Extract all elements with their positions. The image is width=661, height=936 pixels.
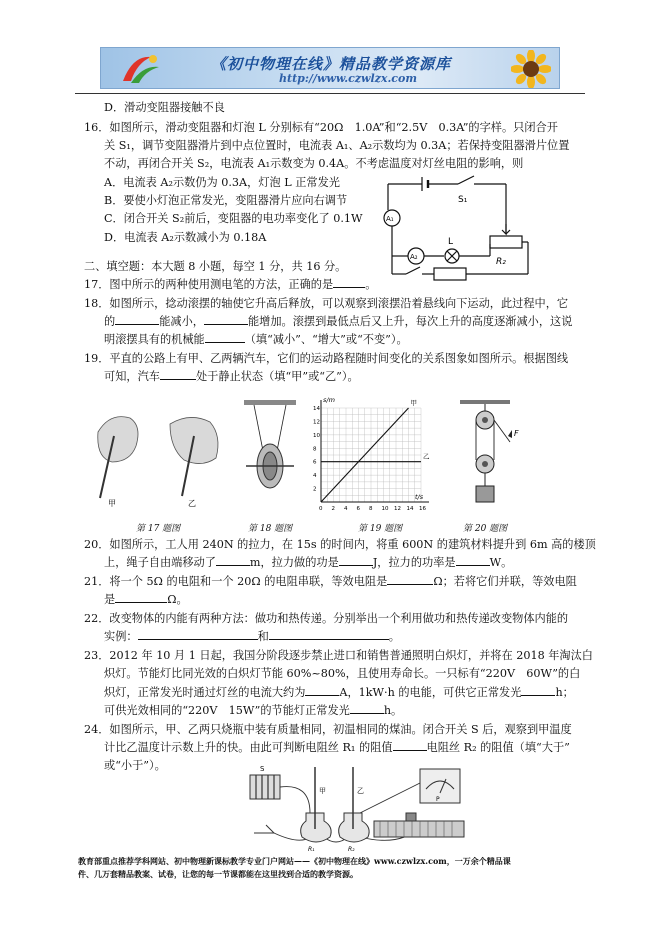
q20-blank-2[interactable] (339, 555, 373, 566)
q16-line-3: 不动，再闭合开关 S₂，电流表 A₁示数变为 0.4A。不考虑温度对灯丝电阻的影响，则 (104, 157, 524, 170)
y-tick-label: 4 (313, 473, 317, 480)
q18-line-2: 的 能减小， 能增加。滚摆到最低点后又上升，每次上升的高度逐渐减小，这说 (104, 315, 573, 328)
fig24-label-jia: 甲 (319, 787, 326, 795)
q18-blank-3[interactable] (205, 332, 245, 343)
label-l: L (448, 237, 454, 247)
q18-blank-1[interactable] (115, 314, 159, 325)
q23-line-1: 23．2012 年 10 月 1 日起，我国分阶段逐步禁止进口和销售普通照明白炽灯，并将在 2018 年淘汰白 (84, 649, 593, 662)
q23-blank-2[interactable] (521, 685, 555, 696)
caption-fig19: 第 19 题图 (358, 524, 403, 534)
footer-line-1: 教育部重点推荐学科网站、初中物理新课标教学专业门户网站——《初中物理在线》www.czwlzx.com，一万余个精品课 (78, 856, 511, 866)
series-label: 甲 (410, 399, 417, 407)
section-2-heading: 二、填空题：本大题 8 小题，每空 1 分，共 16 分。 (84, 260, 347, 273)
q18-line-1: 18．如图所示，捻动滚摆的轴使它升高后释放，可以观察到滚摆沿着悬线向下运动，此过程中，它 (84, 297, 569, 310)
q24-line-1: 24．如图所示，甲、乙两只烧瓶中装有质量相同，初温相同的煤油。闭合开关 S 后，观察到甲温度 (84, 723, 572, 736)
q22-line-1: 22．改变物体的内能有两种方法：做功和热传递。分别举出一个利用做功和热传递改变物体内能的 (84, 612, 569, 625)
q16-option-d: D．电流表 A₂示数减小为 0.18A (104, 231, 267, 244)
q16-option-b: B．要使小灯泡正常发光，变阻器滑片应向右调节 (104, 194, 348, 207)
q24-line-3: 或“小于”）。 (104, 759, 166, 772)
q23-line-4: 可供光效相同的“220V 15W”的节能灯正常发光 h。 (104, 704, 403, 717)
q19-line-2: 可知，汽车 处于静止状态（填“甲”或“乙”）。 (104, 370, 359, 383)
x-axis-label: t/s (415, 493, 424, 501)
fig17-label-jia: 甲 (108, 499, 116, 508)
q23-line-2: 炽灯。节能灯比同光效的白炽灯节能 60%~80%，且使用寿命长。一只标有“220V 60W”的白 (104, 667, 581, 680)
q19-blank[interactable] (160, 369, 196, 380)
x-tick-label: 14 (406, 506, 414, 512)
caption-fig17: 第 17 题图 (136, 524, 181, 534)
y-tick-label: 12 (313, 419, 320, 426)
banner-title: 《初中物理在线》精品教学资源库 (211, 55, 452, 73)
series-label: 乙 (423, 452, 430, 461)
q21-blank-1[interactable] (387, 574, 433, 585)
x-tick-label: 12 (394, 506, 401, 512)
y-tick-label: 10 (313, 432, 320, 439)
q20-line-1: 20．如图所示，工人用 240N 的拉力，在 15s 的时间内，将重 600N 的建筑材料提升到 6m 高的楼顶 (84, 538, 596, 551)
q17-blank[interactable] (333, 277, 365, 288)
q21-line-2: 是 Ω。 (104, 593, 188, 606)
q22-line-2: 实例： 和 。 (104, 630, 400, 643)
x-tick-label: 10 (381, 506, 389, 512)
y-axis-label: s/m (323, 396, 335, 404)
x-tick-label: 4 (344, 506, 348, 512)
header-banner (100, 47, 560, 89)
q15-option-d: D．滑动变阻器接触不良 (104, 101, 225, 114)
q18-line-3: 明滚摆具有的机械能 （填“减小”、“增大”或“不变”）。 (104, 333, 408, 346)
fig17-label-yi: 乙 (188, 499, 196, 508)
fig18-maxwell-wheel (240, 398, 300, 514)
q20-blank-3[interactable] (456, 555, 490, 566)
header-rule (75, 93, 585, 94)
label-a2: A₂ (410, 253, 418, 261)
q24-blank[interactable] (393, 740, 427, 751)
fig24-label-yi: 乙 (357, 787, 364, 795)
q16-circuit-diagram (378, 170, 538, 290)
q19-line-1: 19．平直的公路上有甲、乙两辆汽车，它们的运动路程随时间变化的关系图象如图所示。根据图线 (84, 352, 569, 365)
q21-line-1: 21．将一个 5Ω 的电阻和一个 20Ω 的电阻串联，等效电阻是 Ω；若将它们并联，等效电阻 (84, 575, 577, 588)
q16-line-1: 16．如图所示，滑动变阻器和灯泡 L 分别标有“20Ω 1.0A”和“2.5V 0.3A”的字样。只闭合开 (84, 121, 558, 134)
footer-line-2: 件、几万套精品教案、试卷，让您的每一节课都能在这里找到合适的教学资源。 (78, 869, 358, 879)
y-tick-label: 2 (313, 486, 317, 493)
x-tick-label: 16 (419, 506, 426, 512)
fig24-label-r2: R₂ (348, 846, 355, 853)
y-tick-label: 14 (313, 406, 320, 412)
sunflower-icon (511, 50, 551, 88)
q16-line-2: 关 S₁，调节变阻器滑片到中点位置时，电流表 A₁、A₂示数均为 0.3A；若保持变阻器滑片位置 (104, 139, 570, 152)
label-s1: S₁ (458, 195, 468, 205)
fig24-label-s: S (260, 765, 265, 773)
q21-blank-2[interactable] (115, 592, 167, 603)
q24-line-2: 计比乙温度计示数上升的快。由此可判断电阻丝 R₁ 的阻值 电阻丝 R₂ 的阻值（填“大于” (104, 741, 570, 754)
x-tick-label: 8 (369, 506, 373, 512)
y-tick-label: 6 (313, 459, 317, 466)
q22-blank-1[interactable] (138, 629, 258, 640)
q17-text: 17．图中所示的两种使用测电笔的方法，正确的是 。 (84, 278, 377, 291)
q23-line-3: 炽灯，正常发光时通过灯丝的电流大约为 A，1kW·h 的电能，可供它正常发光 h； (104, 686, 574, 699)
x-tick-label: 0 (319, 506, 323, 512)
fig17-test-pen-hands (90, 402, 230, 512)
fig24-flask-apparatus (240, 763, 480, 853)
fig20-pulley-system (450, 398, 530, 516)
q18-blank-2[interactable] (204, 314, 248, 325)
q22-blank-2[interactable] (269, 629, 389, 640)
fig20-label-f: F (514, 429, 519, 438)
q16-option-c: C．闭合开关 S₂前后，变阻器的电功率变化了 0.1W (104, 212, 363, 225)
label-a1: A₁ (386, 215, 394, 223)
banner-url: http://www.czwlzx.com (279, 72, 417, 85)
caption-fig20: 第 20 题图 (463, 524, 508, 534)
q23-blank-3[interactable] (350, 703, 384, 714)
q20-line-2: 上，绳子自由端移动了 m，拉力做的功是 J，拉力的功率是 W。 (104, 556, 513, 569)
q16-option-a: A．电流表 A₂示数仍为 0.3A，灯泡 L 正常发光 (104, 176, 340, 189)
q23-blank-1[interactable] (305, 685, 339, 696)
label-r2: R₂ (496, 257, 506, 267)
q20-blank-1[interactable] (216, 555, 250, 566)
site-logo-icon (113, 51, 165, 87)
fig19-st-chart (305, 396, 440, 518)
x-tick-label: 2 (331, 506, 335, 512)
caption-fig18: 第 18 题图 (248, 524, 293, 534)
x-tick-label: 6 (356, 506, 360, 512)
y-tick-label: 8 (313, 446, 317, 453)
fig24-label-p: P (436, 796, 440, 803)
fig24-label-r1: R₁ (308, 846, 315, 853)
